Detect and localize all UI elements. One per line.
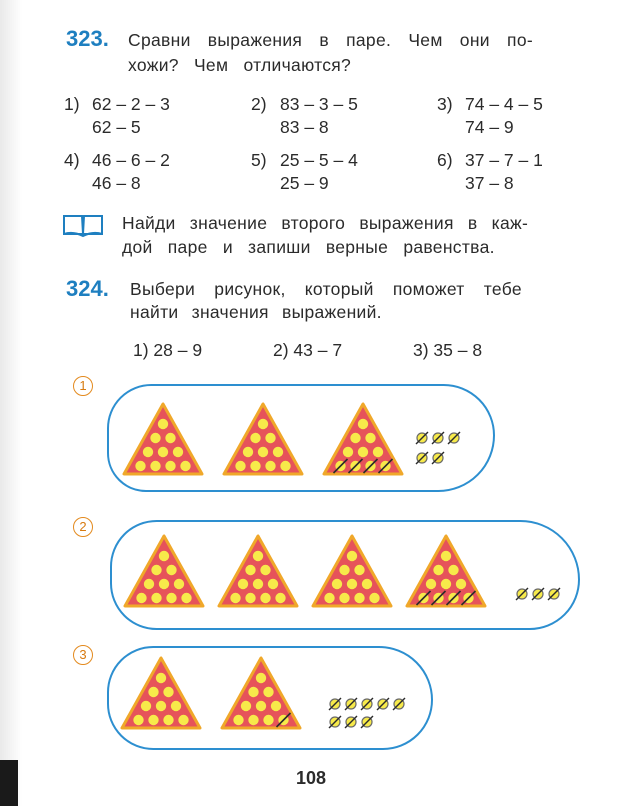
counter-dot — [354, 565, 364, 575]
counter-dot — [426, 579, 436, 589]
crossed-dot — [329, 716, 341, 728]
crossed-dot — [416, 452, 428, 464]
counter-dot — [373, 447, 383, 457]
counter-dot — [456, 579, 466, 589]
counter-dot — [173, 447, 183, 457]
counter-dot — [180, 461, 190, 471]
counter-dot — [343, 447, 353, 457]
counter-dot — [347, 551, 357, 561]
counter-dot — [243, 447, 253, 457]
counter-dot — [174, 579, 184, 589]
counter-dot — [148, 687, 158, 697]
pair-2-label: 2) — [251, 94, 267, 114]
triangle-2 — [222, 658, 300, 728]
counter-dot — [233, 715, 243, 725]
counter-dot — [369, 593, 379, 603]
exercise-324-line1: Выбери рисунок, который поможет тебе — [130, 279, 522, 299]
pair-3-top: 74 – 4 – 5 — [465, 94, 543, 114]
counter-dot — [441, 551, 451, 561]
pair-5-label: 5) — [251, 150, 267, 170]
expression-2: 2) 43 – 7 — [273, 340, 343, 360]
counter-dot — [163, 687, 173, 697]
crossed-dot — [345, 716, 357, 728]
counter-dot — [150, 461, 160, 471]
counter-dot — [271, 701, 281, 711]
page-number: 108 — [296, 768, 327, 788]
book-icon — [62, 212, 104, 238]
crossed-dot — [345, 698, 357, 710]
counter-dot — [275, 593, 285, 603]
counter-dot — [280, 461, 290, 471]
counter-dot — [248, 687, 258, 697]
counter-dot — [256, 701, 266, 711]
counter-dot — [159, 579, 169, 589]
counter-dot — [256, 673, 266, 683]
counter-dot — [260, 565, 270, 575]
counter-dot — [166, 565, 176, 575]
counter-dot — [159, 551, 169, 561]
pair-2-top: 83 – 3 – 5 — [280, 94, 358, 114]
counter-dot — [260, 593, 270, 603]
counter-dot — [141, 701, 151, 711]
counter-dot — [358, 447, 368, 457]
triangle-1 — [124, 404, 202, 474]
scan-corner — [0, 760, 18, 806]
counter-dot — [245, 565, 255, 575]
crossed-dot — [516, 588, 528, 600]
page-edge-shadow — [0, 0, 22, 806]
counter-dot — [268, 579, 278, 589]
counter-dot — [253, 579, 263, 589]
pair-6-label: 6) — [437, 150, 453, 170]
exercise-number-323: 323. — [66, 26, 109, 51]
crossed-dot — [393, 698, 405, 710]
crossed-dot — [432, 432, 444, 444]
task-line2: дой паре и запиши верные равенства. — [122, 237, 495, 257]
counter-dot — [156, 673, 166, 683]
crossed-dot — [548, 588, 560, 600]
counter-dot — [238, 579, 248, 589]
triangle-4 — [407, 536, 485, 606]
task-line1: Найди значение второго выражения в каж- — [122, 213, 529, 233]
picture-marker-1: 1 — [73, 376, 93, 396]
counter-dot — [347, 579, 357, 589]
pair-4-top: 46 – 6 – 2 — [92, 150, 170, 170]
pair-6-bottom: 37 – 8 — [465, 173, 514, 193]
pair-2-bottom: 83 – 8 — [280, 117, 329, 137]
counter-dot — [258, 419, 268, 429]
pair-3-label: 3) — [437, 94, 453, 114]
picture-2-drawing — [110, 520, 582, 632]
counter-dot — [339, 593, 349, 603]
exercise-323-line2: хожи? Чем отличаются? — [128, 55, 352, 75]
counter-dot — [165, 461, 175, 471]
picture-3-drawing — [107, 646, 437, 752]
expression-3: 3) 35 – 8 — [413, 340, 483, 360]
counter-dot — [354, 593, 364, 603]
exercise-number-324: 324. — [66, 276, 109, 301]
counter-dot — [171, 701, 181, 711]
crossed-dot — [432, 452, 444, 464]
pair-1-top: 62 – 2 – 3 — [92, 94, 170, 114]
counter-dot — [362, 579, 372, 589]
crossed-dot — [361, 716, 373, 728]
crossed-dot — [448, 432, 460, 444]
picture-marker-3: 3 — [73, 645, 93, 665]
counter-dot — [433, 565, 443, 575]
counter-dot — [151, 593, 161, 603]
triangle-3 — [324, 404, 402, 474]
pair-6-top: 37 – 7 – 1 — [465, 150, 543, 170]
counter-dot — [158, 447, 168, 457]
counter-dot — [150, 433, 160, 443]
counter-dot — [148, 715, 158, 725]
counter-dot — [245, 593, 255, 603]
counter-dot — [448, 565, 458, 575]
counter-dot — [358, 419, 368, 429]
counter-dot — [265, 461, 275, 471]
exercise-323-line1: Сравни выражения в паре. Чем они по- — [128, 30, 533, 50]
counter-dot — [133, 715, 143, 725]
counter-dot — [166, 593, 176, 603]
crossed-dot — [532, 588, 544, 600]
counter-dot — [441, 579, 451, 589]
triangle-2 — [219, 536, 297, 606]
counter-dot — [253, 551, 263, 561]
triangle-2 — [224, 404, 302, 474]
counter-dot — [265, 433, 275, 443]
pair-3-bottom: 74 – 9 — [465, 117, 514, 137]
pair-4-bottom: 46 – 8 — [92, 173, 141, 193]
counter-dot — [143, 447, 153, 457]
picture-1-drawing — [107, 384, 497, 494]
counter-dot — [241, 701, 251, 711]
pair-4-label: 4) — [64, 150, 80, 170]
triangle-1 — [125, 536, 203, 606]
counter-dot — [165, 433, 175, 443]
exercise-324-line2: найти значения выражений. — [130, 302, 382, 322]
counter-dot — [178, 715, 188, 725]
pair-1-label: 1) — [64, 94, 80, 114]
crossed-dot — [377, 698, 389, 710]
counter-dot — [332, 579, 342, 589]
counter-dot — [263, 687, 273, 697]
pair-1-bottom: 62 – 5 — [92, 117, 141, 137]
counter-dot — [250, 433, 260, 443]
counter-dot — [350, 433, 360, 443]
triangle-3 — [313, 536, 391, 606]
crossed-dot — [416, 432, 428, 444]
counter-dot — [135, 461, 145, 471]
counter-dot — [263, 715, 273, 725]
counter-dot — [258, 447, 268, 457]
counter-dot — [151, 565, 161, 575]
counter-dot — [163, 715, 173, 725]
counter-dot — [324, 593, 334, 603]
counter-dot — [136, 593, 146, 603]
counter-dot — [273, 447, 283, 457]
counter-dot — [230, 593, 240, 603]
pair-5-bottom: 25 – 9 — [280, 173, 329, 193]
counter-dot — [339, 565, 349, 575]
counter-dot — [250, 461, 260, 471]
picture-marker-2: 2 — [73, 517, 93, 537]
counter-dot — [365, 433, 375, 443]
counter-dot — [156, 701, 166, 711]
counter-dot — [235, 461, 245, 471]
triangle-1 — [122, 658, 200, 728]
pair-5-top: 25 – 5 – 4 — [280, 150, 358, 170]
counter-dot — [181, 593, 191, 603]
counter-dot — [248, 715, 258, 725]
crossed-dot — [361, 698, 373, 710]
counter-dot — [158, 419, 168, 429]
counter-dot — [144, 579, 154, 589]
crossed-dot — [329, 698, 341, 710]
expression-1: 1) 28 – 9 — [133, 340, 203, 360]
